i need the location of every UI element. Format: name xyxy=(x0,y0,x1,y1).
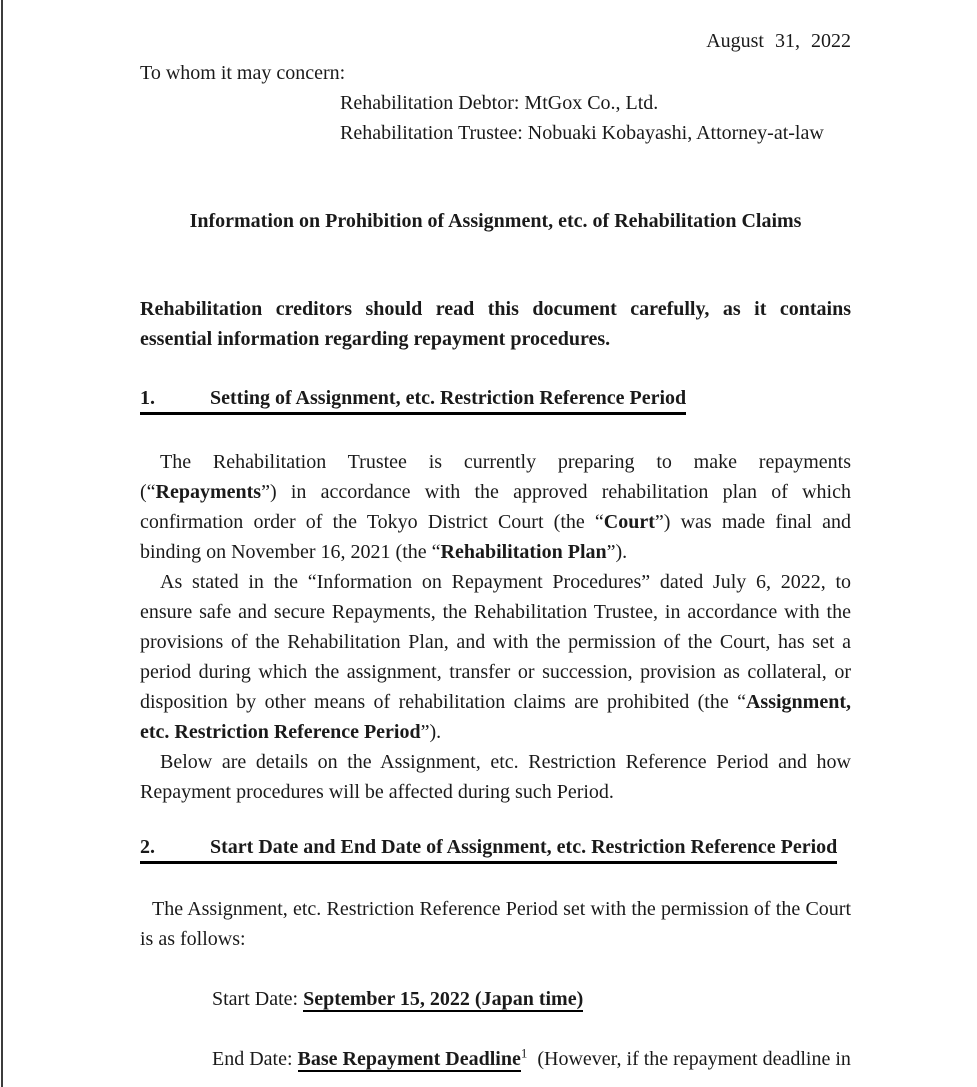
text-segment: Below are details on the Assignment, etc. Restriction Reference Period and how Repayment procedures will be affected during such Period. xyxy=(140,751,851,803)
end-date-line xyxy=(140,1044,851,1074)
notice-paragraph: Rehabilitation creditors should read this document carefully, as it contains essential information regarding repayment procedures. xyxy=(140,298,851,350)
section-2-heading-underline xyxy=(140,835,837,864)
section-2-heading-text: Start Date and End Date of Assignment, etc. Restriction Reference Period xyxy=(210,836,838,858)
section-2-number: 2. xyxy=(140,836,155,858)
defined-term-repayments: Repayments xyxy=(155,481,262,503)
document-date: August 31, 2022 xyxy=(706,30,851,52)
end-date-label: End Date: xyxy=(212,1048,298,1070)
party-block xyxy=(140,88,851,148)
start-date-value: September 15, 2022 (Japan time) xyxy=(303,988,584,1010)
end-date-value: Base Repayment Deadline xyxy=(297,1048,521,1070)
text-segment: ”) was made final and binding on November 16, 2021 (the “ xyxy=(140,511,851,563)
paragraph-1 xyxy=(140,447,851,567)
start-date-label: Start Date: xyxy=(212,988,304,1010)
footnote-reference: 1 xyxy=(520,1045,528,1061)
start-date-line xyxy=(140,984,851,1014)
section-1-heading xyxy=(140,386,851,415)
text-segment: The Assignment, etc. Restriction Reference Period set with the permission of the Court is as follows: xyxy=(140,898,851,950)
end-date-continuation: (However, if the repayment deadline in xyxy=(537,1048,851,1070)
paragraph-3 xyxy=(140,747,851,807)
trustee-line: Rehabilitation Trustee: Nobuaki Kobayashi, Attorney-at-law xyxy=(340,122,824,144)
defined-term-court: Court xyxy=(603,511,655,533)
document-content xyxy=(140,0,851,1074)
debtor-line: Rehabilitation Debtor: MtGox Co., Ltd. xyxy=(340,92,659,114)
text-segment: ”). xyxy=(606,541,628,563)
defined-term-rehabilitation-plan: Rehabilitation Plan xyxy=(440,541,607,563)
text-segment: ”). xyxy=(420,721,442,743)
paragraph-4 xyxy=(140,894,851,954)
section-1-heading-text: Setting of Assignment, etc. Restriction Reference Period xyxy=(210,387,687,409)
document-title: Information on Prohibition of Assignment, etc. of Rehabilitation Claims xyxy=(189,210,802,232)
section-2-heading xyxy=(140,835,851,864)
defined-term-restriction-period: Assignment, etc. Restriction Reference Period xyxy=(140,691,851,743)
salutation: To whom it may concern: xyxy=(140,62,346,84)
section-1-number: 1. xyxy=(140,387,155,409)
section-1-heading-underline xyxy=(140,386,686,415)
text-segment: ”) in accordance with the approved rehabilitation plan of which confirmation order of the Tokyo District Court (the “ xyxy=(140,481,851,533)
text-segment: The Rehabilitation Trustee is currently preparing to make repayments (“ xyxy=(140,451,851,503)
text-segment: As stated in the “Information on Repayment Procedures” dated July 6, 2022, to ensure safe and secure Repayments, the Rehabilitation Trustee, in accordance with the provisions of the Rehabilitation Plan, and with the permission of the Court, has set a period during which the assignment, transfer or succession, provision as collateral, or disposition by other means of rehabilitation claims are prohibited (the “ xyxy=(140,571,851,713)
scan-left-edge xyxy=(1,0,3,1087)
paragraph-2 xyxy=(140,567,851,747)
